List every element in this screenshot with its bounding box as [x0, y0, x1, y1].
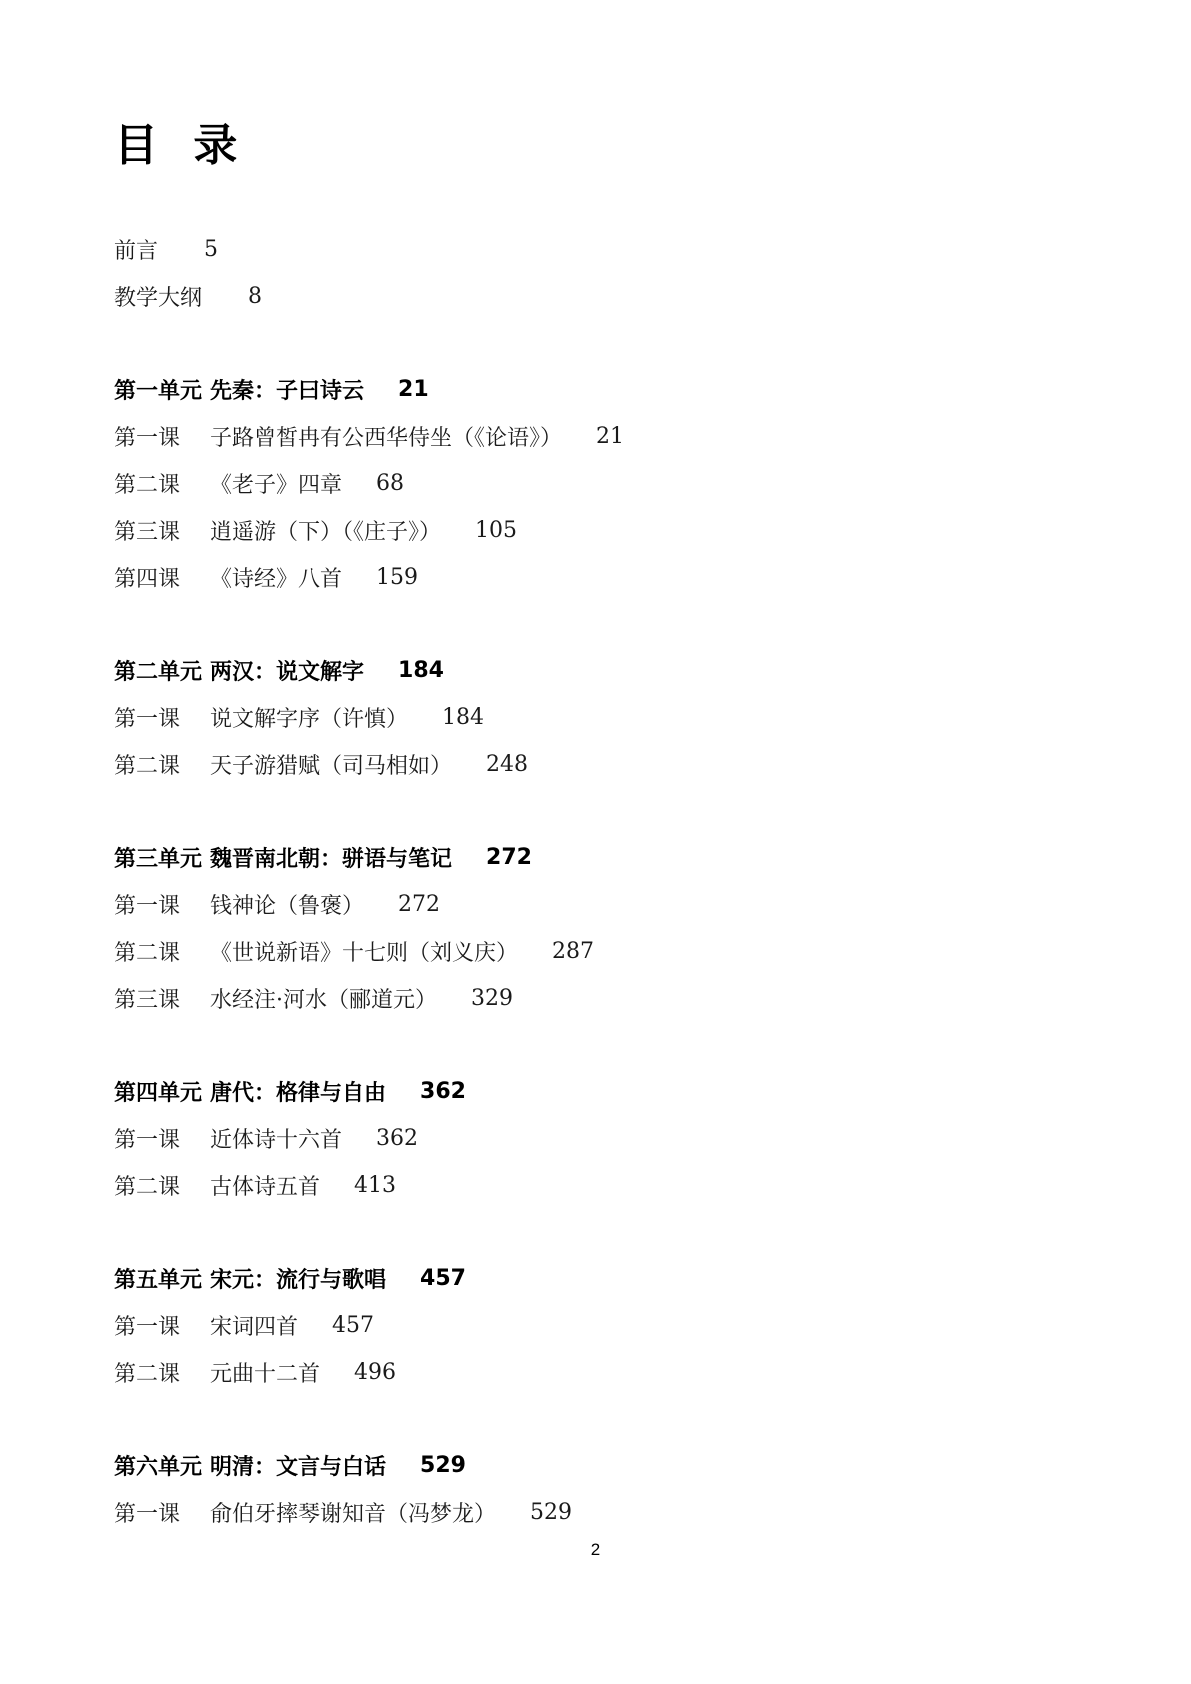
entry-title: 俞伯牙摔琴谢知音（冯梦龙） — [210, 1502, 497, 1527]
entry-title: 逍遥游（下）（《庄子》） — [210, 520, 442, 545]
lesson-label: 第一课 — [114, 1128, 181, 1153]
entry-page-number: 287 — [552, 939, 595, 964]
entry-title: 《世说新语》十七则（刘义庆） — [210, 941, 519, 966]
entry-page-number: 413 — [354, 1173, 397, 1198]
unit-heading — [114, 647, 1014, 694]
toc-entry — [114, 273, 1014, 320]
lesson-label: 第一课 — [114, 1315, 181, 1340]
entry-page-number: 457 — [420, 1266, 466, 1291]
entry-page-number: 248 — [486, 752, 529, 777]
entry-page-number: 68 — [376, 471, 405, 496]
unit-title: 两汉：说文解字 — [210, 660, 365, 685]
entry-page-number: 8 — [248, 284, 263, 309]
lesson-label: 第二课 — [114, 754, 181, 779]
unit-label: 第五单元 — [114, 1268, 203, 1293]
entry-page-number: 272 — [486, 845, 532, 870]
entry-title: 古体诗五首 — [210, 1175, 321, 1200]
entry-title: 钱神论（鲁褒） — [210, 894, 365, 919]
entry-title: 近体诗十六首 — [210, 1128, 343, 1153]
entry-page-number: 21 — [398, 377, 429, 402]
unit-label: 第四单元 — [114, 1081, 203, 1106]
lesson-label: 第四课 — [114, 567, 181, 592]
unit-label: 第二单元 — [114, 660, 203, 685]
unit-heading — [114, 834, 1014, 881]
entry-title: 《老子》四章 — [210, 473, 343, 498]
entry-page-number: 329 — [471, 986, 513, 1011]
unit-title: 明清：文言与白话 — [210, 1455, 387, 1480]
unit-label: 第三单元 — [114, 847, 203, 872]
toc-entry — [114, 694, 1014, 741]
toc-entry — [114, 928, 1014, 975]
entry-title: 《诗经》八首 — [210, 567, 343, 592]
lesson-label: 第一课 — [114, 707, 181, 732]
entry-title: 元曲十二首 — [210, 1362, 321, 1387]
unit-label: 第六单元 — [114, 1455, 203, 1480]
unit-title: 唐代：格律与自由 — [210, 1081, 387, 1106]
entry-title: 前言 — [114, 239, 159, 264]
lesson-label: 第三课 — [114, 988, 181, 1013]
toc-entry — [114, 1162, 1014, 1209]
toc-entry — [114, 975, 1014, 1022]
unit-heading — [114, 1068, 1014, 1115]
lesson-label: 第一课 — [114, 426, 181, 451]
entry-title: 教学大纲 — [114, 286, 203, 311]
entry-page-number: 529 — [530, 1500, 573, 1525]
unit-title: 先秦：子曰诗云 — [210, 379, 365, 404]
unit-heading — [114, 1442, 1014, 1489]
lesson-label: 第一课 — [114, 1502, 181, 1527]
toc-entry — [114, 554, 1014, 601]
unit-title: 宋元：流行与歌唱 — [210, 1268, 387, 1293]
lesson-label: 第一课 — [114, 894, 181, 919]
page-title: 目 录 — [114, 120, 248, 171]
toc-entry — [114, 413, 1014, 460]
page-number: 2 — [590, 1540, 601, 1559]
entry-page-number: 362 — [420, 1079, 466, 1104]
entry-page-number: 362 — [376, 1126, 419, 1151]
entry-page-number: 5 — [204, 237, 219, 262]
toc-entry — [114, 226, 1014, 273]
entry-title: 子路曾皙冉有公西华侍坐（《论语》） — [210, 426, 563, 451]
entry-page-number: 184 — [442, 705, 485, 730]
unit-label: 第一单元 — [114, 379, 203, 404]
table-of-contents — [114, 226, 1014, 1536]
entry-title: 水经注·河水（郦道元） — [210, 988, 437, 1013]
entry-page-number: 529 — [420, 1453, 466, 1478]
entry-page-number: 457 — [332, 1313, 375, 1338]
toc-entry — [114, 1349, 1014, 1396]
entry-page-number: 272 — [398, 892, 441, 917]
entry-title: 天子游猎赋（司马相如） — [210, 754, 453, 779]
entry-page-number: 496 — [354, 1360, 397, 1385]
unit-title: 魏晋南北朝：骈语与笔记 — [210, 847, 453, 872]
toc-entry — [114, 1115, 1014, 1162]
toc-entry — [114, 1489, 1014, 1536]
entry-page-number: 21 — [596, 424, 625, 449]
toc-entry — [114, 507, 1014, 554]
unit-heading — [114, 366, 1014, 413]
lesson-label: 第二课 — [114, 473, 181, 498]
entry-page-number: 184 — [398, 658, 444, 683]
toc-entry — [114, 460, 1014, 507]
entry-page-number: 159 — [376, 565, 419, 590]
lesson-label: 第二课 — [114, 1362, 181, 1387]
entry-page-number: 105 — [475, 518, 518, 543]
entry-title: 说文解字序（许慎） — [210, 707, 409, 732]
entry-title: 宋词四首 — [210, 1315, 299, 1340]
toc-entry — [114, 1302, 1014, 1349]
toc-entry — [114, 741, 1014, 788]
toc-entry — [114, 881, 1014, 928]
lesson-label: 第二课 — [114, 941, 181, 966]
unit-heading — [114, 1255, 1014, 1302]
lesson-label: 第二课 — [114, 1175, 181, 1200]
lesson-label: 第三课 — [114, 520, 181, 545]
